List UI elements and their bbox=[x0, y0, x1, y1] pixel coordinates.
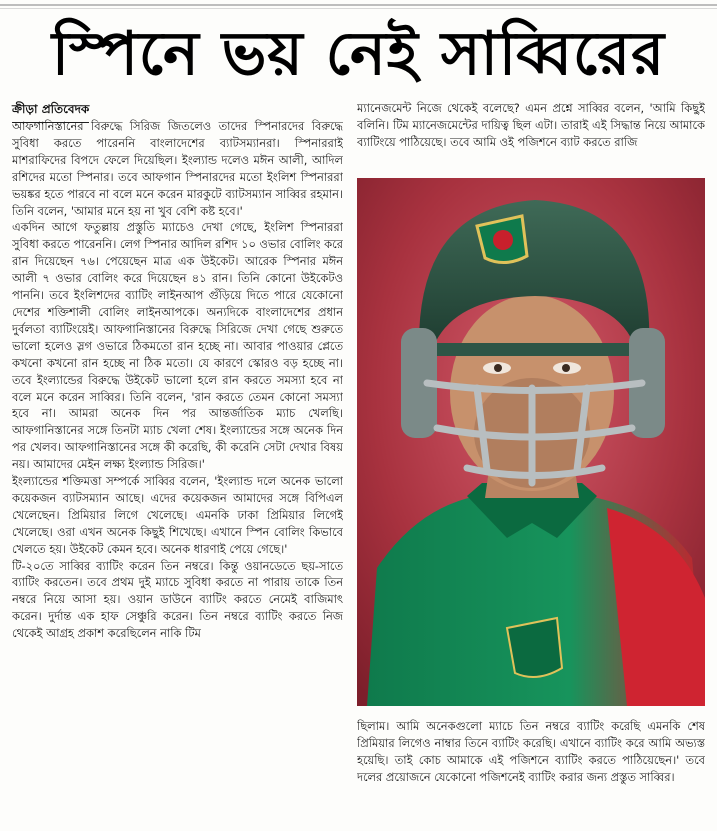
article-right-column-top bbox=[357, 100, 705, 172]
byline: ক্রীড়া প্রতিবেদক bbox=[12, 101, 89, 123]
player-photo bbox=[357, 178, 705, 706]
paragraph: আফগানিস্তানের বিরুদ্ধে সিরিজ জিতলেও তাদের স্পিনারদের বিরুদ্ধে সুবিধা করতে পারেননি বাংলাদেশের ব্যাটসম্যানরা। স্পিনাররাই মাশরাফিদের বিপদে ফেলে দিয়েছিল। ইংল্যান্ড দলেও মঈন আলী, আদিল রশিদের মতো স্পিনার। তবে আফগান স্পিনারদের মতো ইংলিশ স্পিনাররা ভয়ঙ্কর হতে পারবে না বলে মনে করেন মারকুটে ব্যাটসম্যান সাব্বির রহমান। তিনি বলেন, 'আমার মনে হয় না খুব বেশি কষ্ট হবে।' bbox=[12, 119, 343, 218]
cricketer-helmet-illustration bbox=[357, 178, 705, 706]
paragraph: একদিন আগে ফতুল্লায় প্রস্তুতি ম্যাচেও দেখা গেছে, ইংলিশ স্পিনাররা সুবিধা করতে পারেননি। লেগ স্পিনার আদিল রশিদ ১০ ওভার বোলিং করে রান দিয়েছেন ৭৬। পেয়েছেন মাত্র এক উইকেট। আরেক স্পিনার মঈন আলী ৭ ওভার বোলিং করে দিয়েছেন ৪১ রান। তিনি কোনো উইকেটও পাননি। তবে ইংলিশদের ব্যাটিং লাইনআপ গুঁড়িয়ে দিতে পারে যেকোনো দেশের শক্তিশালী বোলিং লাইনআপকে। অন্যদিকে বাংলাদেশের প্রধান দুর্বলতা ব্যাটিংয়েই। আফগানিস্তানের বিরুদ্ধে সিরিজে দেখা গেছে শুরুতে ভালো হলেও স্লগ ওভারে ঠিকমতো রান হচ্ছে না। আবার পাওয়ার প্লেতে কখনো কখনো রান হচ্ছে না ঠিক মতো। যে কারণে স্কোরও বড় হচ্ছে না। তবে ইংল্যান্ডের বিরুদ্ধে উইকেট ভালো হলে রান করতে সমস্যা হবে না বলে মনে করেন সাব্বির। তিনি বলেন, 'রান করতে তেমন কোনো সমস্যা হবে না। আমরা অনেক দিন পর আন্তর্জাতিক ম্যাচ খেলছি। আফগানিস্তানের সঙ্গে তিনটা ম্যাচ খেলা শেষ। ইংল্যান্ডের সঙ্গে অনেক দিন পর খেলব। আফগানিস্তানের সঙ্গে কী করেছি, কী করেনি সেটা দেখার বিষয় নয়। আমাদের মেইন লক্ষ্য ইংল্যান্ড সিরিজ।' bbox=[12, 220, 343, 472]
article-left-column bbox=[12, 118, 343, 828]
top-rule bbox=[0, 4, 717, 6]
article-right-column-bottom bbox=[357, 718, 705, 828]
paragraph: টি-২০তে সাব্বির ব্যাটিং করেন তিন নম্বরে। কিন্তু ওয়ানডেতে ছয়-সাতে ব্যাটিং করতেন। তবে প্রথম দুই ম্যাচে সুবিধা করতে না পারায় তাকে তিন নম্বরে নিয়ে আসা হয়। ওয়ান ডাউনে ব্যাটিং করতে নেমেই বাজিমাৎ করেন। দুর্দান্ত এক হাফ সেঞ্চুরি করেন। তিন নম্বরে ব্যাটিং করতে নিজ থেকেই আগ্রহ প্রকাশ করেছিলেন নাকি টিম bbox=[12, 558, 343, 641]
headline: স্পিনে ভয় নেই সাব্বিরের bbox=[51, 19, 666, 89]
paragraph: ম্যানেজমেন্ট নিজে থেকেই বলেছে? এমন প্রশ্নে সাব্বির বলেন, 'আমি কিছুই বলিনি। টিম ম্যানেজমেন্টের দায়িত্ব ছিল এটা। তারাই এই সিদ্ধান্ত নিয়ে আমাকে ব্যাটিংয়ে পাঠিয়েছে। তবে আমি ওই পজিশনে ব্যাট করতে রাজি bbox=[357, 101, 705, 149]
paragraph: ইংল্যান্ডের শক্তিমত্তা সম্পর্কে সাব্বির বলেন, 'ইংল্যান্ড দলে অনেক ভালো কয়েকজন ব্যাটসম্যান আছে। এদের কয়েকজন আমাদের সঙ্গে বিপিএল খেলেছেন। প্রিমিয়ার লিগে খেলেছে। এমনকি ঢাকা প্রিমিয়ার লিগেই খেলেছে। ওরা এখন অনেক কিছুই শিখেছে। এখানে স্পিন বোলিং কিভাবে খেলতে হয়। উইকেট কেমন হবে। অনেক ধারণাই পেয়ে গেছে।' bbox=[12, 474, 343, 556]
top-rule-thin bbox=[0, 8, 717, 9]
paragraph: ছিলাম। আমি অনেকগুলো ম্যাচে তিন নম্বরে ব্যাটিং করেছি এমনকি শেষ প্রিমিয়ার লিগেও নাম্বার তিনে ব্যাটিং করেছি। এখানে ব্যাটিং করে আমি অভ্যস্ত হয়েছি। তাই কোচ আমাকে এই পজিশনে ব্যাটিং করতে পাঠিয়েছেন।' তবে দলের প্রয়োজনে যেকোনো পজিশনেই ব্যাটিং করার জন্য প্রস্তুত সাব্বির। bbox=[357, 719, 705, 784]
